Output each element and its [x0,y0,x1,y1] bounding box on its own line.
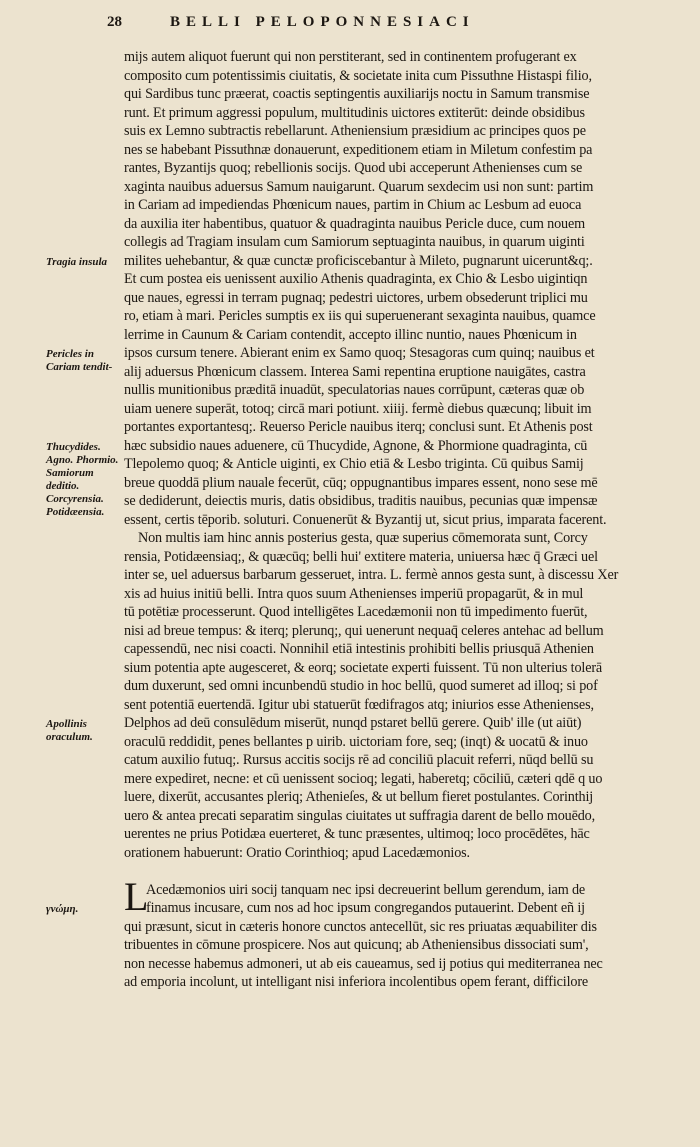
text-line: ipsos cursum tenere. Abierant enim ex Samo quoq; Stesagoras cum quinq; nauibus et [124,345,595,361]
text-line: sium potentia apte augesceret, & eorq; societate experti fuissent. Tū non ulterius tolerā [124,659,603,676]
text-line: nisi ad breue tempus: & iterq; plerunq;, qui uenerunt nequaq̄ celeres antehac ad bellum [124,622,604,639]
margin-note: Tragia insula [46,255,108,268]
text-line: in Cariam ad impediendas Phœnicum naues, partim in Chium ac Lesbum ad euoca [124,197,582,213]
text-line: rensia, Potidæensiaq;, & quæcūq; belli hui' extitere materia, uniuersa hæc q̄ Græci uel [124,548,598,565]
text-line: Acedæmonios uiri socij tanquam nec ipsi decreuerint bellum gerendum, iam de [146,881,586,898]
text-line: mere expediret, necne: et cū uenissent socioq; legati, haberetq; cōciliū, cæteri qdē q uo [124,770,603,787]
text-line: qui præsunt, sicut in cæteris honore cunctos antecellūt, sic res priuatas æquabiliter dis [124,918,597,935]
text-line: Non multis iam hinc annis posterius gesta, quæ superius cōmemorata sunt, Corcy [138,530,588,546]
text-line: milites uehebantur, & quæ cunctæ proficiscebantur à Mileto, pugnarunt uicerunt&q;. [124,252,593,269]
text-line: composito cum potentissimis ciuitatis, & societate inita cum Pissuthne Histaspi filio, [124,67,592,84]
drop-initial: L [124,873,149,919]
text-line: nullis munitionibus præditā inuadūt, speculatorias naues corrūpunt, cæteras quæ ob [124,382,585,398]
text-line: alij aduersus Phœnicum classem. Interea Sami repentina eruptione nauigātes, castra [124,363,586,380]
margin-note: Apollinis oraculum. [46,718,93,743]
text-line: da auxilia iter habentibus, quatuor & quadraginta nauibus Pericle duce, cum nouem [124,215,586,232]
text-line: Tlepolemo quoq; & Anticle uiginti, ex Chio etiā & Lesbo triginta. Cū quibus Samij [124,456,584,472]
text-line: rantes, Byzantijs quoq; rebellionis socijs. Quod ubi acceperunt Athenienses cum se [124,160,583,176]
main-text [124,48,686,992]
text-line: uiam uenere superāt, totoq; circā mari potiunt. xiiij. fermè diebus quæcunq; libuit im [124,400,592,417]
text-line: xis ad huius initiū belli. Intra quos suum Athenienses imperiū propagarūt, & in mul [124,585,584,602]
text-line: orationem habuerunt: Oratio Corinthioq; apud Lacedæmonios. [124,844,470,861]
text-line: qui Sardibus tunc præerat, coactis septingentis auxiliarijs noctu in Samum transmise [124,86,590,102]
text-line: uero & antea precati separatim singulas ciuitates ut suffragia darent de bello mouēdo, [124,807,596,824]
text-line: nes se habebant Pissuthnæ donauerunt, expeditionem etiam in Miletum confestim pa [124,141,593,158]
text-line: xaginta nauibus aduersus Samum nauigarunt. Quarum sexdecim usi non sunt: partim [124,178,594,195]
text-line: breue quoddā plium nauale fecerūt, cūq; oppugnantibus impares essent, nono sese mē [124,474,598,491]
text-line: luere, dixerūt, accusantes pleriq; Athenieſes, & ut bellum fieret postulantes. Corinthij [124,789,594,805]
page-number: 28 [107,14,122,30]
text-line: portantes exportantesq;. Reuerso Pericle nauibus iterq; conclusi sunt. Et Athenis post [124,419,593,435]
text-line: lerrime in Caunum & Cariam contendit, accepto illinc nuntio, naues Phœnicum in [124,326,577,343]
text-line: se dediderunt, deiectis muris, datis obsidibus, traditis nauibus, pecunias quæ impensæ [124,493,598,509]
text-line: dum duxerunt, sed omni incunbendū studio in hoc bellū, quod sumeret ad illoq; si pof [124,678,598,694]
text-line: uerentes ne prius Potidæa euerteret, & tunc præsentes, ultimoq; loco procēdētes, hāc [124,826,590,842]
text-line: que naues, egressi in terram pugnaq; pedestri uictores, urbem obsederunt triplici mu [124,289,588,306]
text-line: ro, etiam à mari. Pericles sumptis ex iis qui superuenerant sexaginta nauibus, quamce [124,308,596,324]
margin-note: Thucydides. Agno. Phormio. Samiorum deditio. Corcyrensia. Potidæensia. [46,440,119,518]
text-line: capessendū, nec nisi coacti. Nonnihil etiā intestinis prohibiti bellis priusquā Athenien [124,641,594,657]
blank-line [124,862,686,881]
text-line: non necesse habemus admoneri, ut ab eis caueamus, sed ij potius qui mediterranea nec [124,955,603,972]
margin-note: γνώμη. [46,903,79,915]
margin-note: Pericles in Cariam tendit- [46,348,113,373]
text-line: tribuentes in cōmune prospicere. Nos aut quicunq; ab Atheniensibus dissociati sum', [124,937,589,953]
text-line: catum auxilio futuq;. Rursus accitis socijs rē ad conciliū placuit referri, nūqd bellū su [124,752,594,768]
text-line: collegis ad Tragiam insulam cum Samiorum septuaginta nauibus, in quarum uiginti [124,234,585,250]
text-line: hæc subsidio naues aduenere, cū Thucydide, Agnone, & Phormione quadraginta, cū [124,437,588,454]
text-line: tū potētiæ processerunt. Quod intelligētes Lacedæmonii non tū impedimento fuerūt, [124,604,588,620]
text-line: oraculū reddidit, penes bellantes p uirib. uictoriam fore, seq; (inqt) & uocatū & inuo [124,733,588,750]
running-head: BELLI PELOPONNESIACI [170,14,475,30]
text-line: sent potentiā euertendā. Igitur ubi statuerūt fœdifragos atq; iniurios esse Athenienses, [124,696,594,713]
text-line: runt. Et primum aggressi populum, multitudinis uictores extiterūt: deinde obsidibus [124,104,585,121]
text-line: essent, certis tēporib. soluturi. Conuenerūt & Byzantij ut, sicut prius, imparata facerent. [124,511,607,528]
text-line: Et cum postea eis uenissent auxilio Athenis quadraginta, ex Chio & Lesbo uigintiqn [124,271,588,287]
text-line: ad emporia incolunt, ut intelligant nisi inferiora incolentibus opem ferant, difficilore [124,974,589,990]
text-line: inter se, uel aduersus barbarum gesseruet, intra. L. fermè annos gesta sunt, à discessu Xer [124,567,619,583]
text-line: mijs autem aliquot fuerunt qui non perstiterant, sed in continentem profugerant ex [124,49,577,65]
text-line: finamus incusare, cum nos ad hoc ipsum congregandos putauerint. Debent eñ ij [146,900,585,916]
text-line: Delphos ad deū consulēdum miserūt, nunqd pstaret bellū gerere. Quib' ille (ut aiūt) [124,715,582,731]
text-line: suis ex Lemno subtractis rebellarunt. Atheniensium præsidium ac principes quos pe [124,123,586,139]
